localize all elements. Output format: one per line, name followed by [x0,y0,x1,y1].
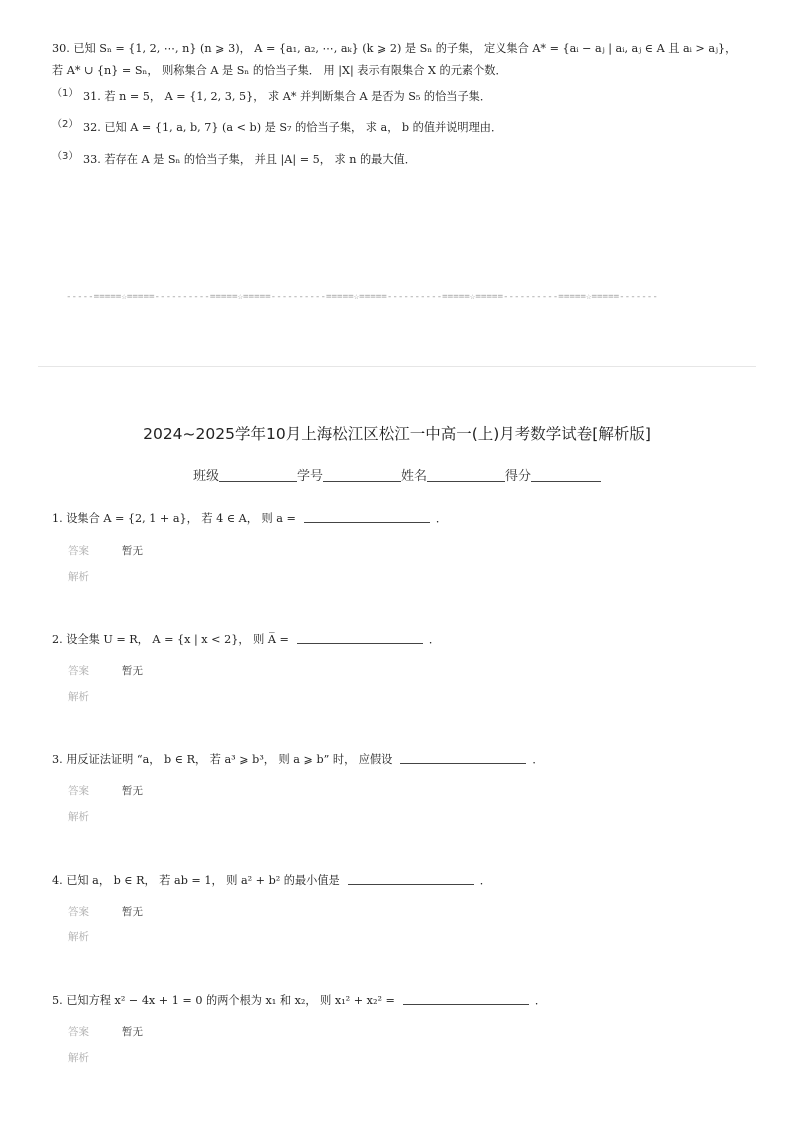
answer-blank[interactable] [348,874,474,885]
answer-row [68,543,143,558]
analysis-label: 解析 [68,1052,89,1064]
question-1 [52,510,447,526]
class-blank[interactable] [219,468,297,482]
answer-label: 答案 [68,545,89,557]
answer-row [68,1024,143,1039]
subquestion-number: （2） [52,119,79,130]
page-separator [38,366,756,367]
answer-value: 暂无 [122,1026,143,1038]
question-end: ． [532,753,544,766]
answer-label: 答案 [68,665,89,677]
analysis-label: 解析 [68,691,89,703]
student-id-label: 学号 [296,469,323,484]
question-30-line-2: 若 A* ∪ {n} = Sₙ， 则称集合 A 是 Sₙ 的恰当子集． 用 |X| 表示有限集合 X 的元素个数． [52,64,507,77]
subquestion-number: （1） [52,88,79,99]
student-id-blank[interactable] [323,468,401,482]
question-30-stem [52,38,736,82]
answer-value: 暂无 [122,785,143,797]
answer-blank[interactable] [297,633,423,644]
subquestion-number: （3） [52,151,79,162]
answer-label: 答案 [68,1026,89,1038]
question-5 [52,992,546,1008]
question-end: ． [428,633,441,646]
name-blank[interactable] [427,468,505,482]
subquestion-text: 33. 若存在 A 是 Sₙ 的恰当子集， 并且 |A| = 5， 求 n 的最大值． [83,153,416,166]
score-blank[interactable] [531,468,601,482]
question-text: 4. 已知 a， b ∈ R， 若 ab = 1， 则 a² + b² 的最小值是 [52,874,340,887]
answer-value: 暂无 [122,906,143,918]
star-divider: -----=====☆=====----------=====☆=====----------=====☆=====----------=====☆=====----------=====☆=====------- [66,291,658,302]
subquestion-text: 31. 若 n = 5， A = {1, 2, 3, 5}， 求 A* 并判断集合 A 是否为 S₅ 的恰当子集． [83,90,492,103]
analysis-label: 解析 [68,811,89,823]
question-text: 1. 设集合 A = {2, 1 + a}， 若 4 ∈ A， 则 a = [52,512,296,525]
question-30-line-1: 30. 已知 Sₙ = {1, 2, ⋯, n} (n ⩾ 3)， A = {a₁, a₂, ⋯, aₖ} (k ⩾ 2) 是 Sₙ 的子集， 定义集合 A* = {aᵢ − aⱼ | aᵢ, aⱼ ∈ A 且 aᵢ > aⱼ}， [52,42,737,55]
exam-title: 2024~2025学年10月上海松江区松江一中高一(上)月考数学试卷[解析版] [143,425,651,443]
question-3 [52,751,544,767]
answer-row [68,904,143,919]
answer-blank[interactable] [400,753,526,764]
analysis-label: 解析 [68,571,89,583]
question-end: ． [534,994,547,1007]
question-text: 5. 已知方程 x² − 4x + 1 = 0 的两个根为 x₁ 和 x₂， 则 x₁² + x₂² = [52,994,395,1007]
question-text: 3. 用反证法证明 “a， b ∈ R， 若 a³ ⩾ b³， 则 a ⩾ b” 时， 应假设 [52,753,393,766]
answer-row [68,663,143,678]
analysis-label: 解析 [68,931,89,943]
answer-value: 暂无 [122,665,143,677]
score-label: 得分 [505,469,532,484]
answer-blank[interactable] [403,994,529,1005]
previous-page-section [0,0,794,360]
answer-label: 答案 [68,906,89,918]
question-end: ． [435,512,448,525]
answer-row [68,783,143,798]
name-label: 姓名 [401,469,428,484]
answer-blank[interactable] [304,512,430,523]
question-2 [52,631,440,647]
student-info-row [0,465,794,484]
answer-value: 暂无 [122,545,143,557]
answer-label: 答案 [68,785,89,797]
question-4 [52,872,491,888]
question-end: ． [479,874,491,887]
question-text: 2. 设全集 U = R， A = {x | x < 2}， 则 A̅ = [52,633,289,646]
subquestion-text: 32. 已知 A = {1, a, b, 7} (a < b) 是 S₇ 的恰当子集， 求 a， b 的值并说明理由． [83,121,503,134]
class-label: 班级 [192,469,219,484]
